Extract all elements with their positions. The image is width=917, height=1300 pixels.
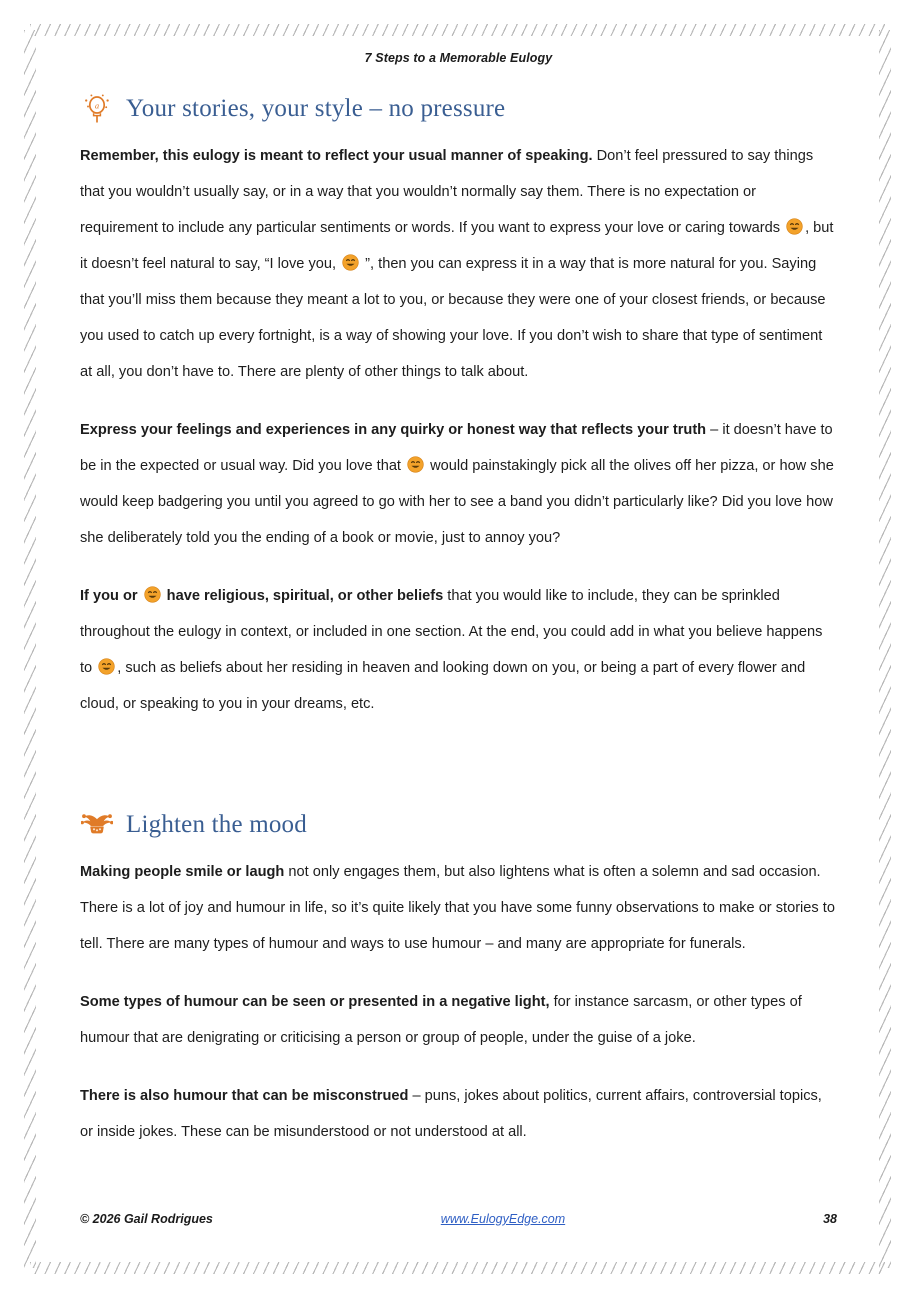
paragraph-text: for instance sarcasm, or other types of humour that are denigrating or criticising a person or group of people, under the guise of a joke. (80, 994, 802, 1046)
smiling-face-emoji (786, 213, 803, 230)
paragraph (80, 1078, 837, 1150)
footer-copyright: © 2026 Gail Rodrigues (80, 1212, 213, 1226)
paragraph (80, 412, 837, 556)
paragraph-text: not only engages them, but also lightens what is often a solemn and sad occasion. There is a lot of joy and humour in life, so it’s quite likely that you have some funny observations to make or stories to tell. There are many types of humour and ways to use humour – and many are appropriate for funerals. (80, 864, 835, 952)
paragraph-text: – puns, jokes about politics, current affairs, controversial topics, or inside jokes. These can be misunderstood or not understood at all. (80, 1088, 822, 1140)
paragraph-lead: have religious, spiritual, or other beliefs (162, 588, 444, 604)
paragraph-text: that you would like to include, they can be sprinkled throughout the eulogy in context, or included in one section. At the end, you could add in what you believe happens to (80, 588, 823, 676)
paragraph (80, 854, 837, 962)
paragraph-text: ”, then you can express it in a way that is more natural for you. Saying that you’ll miss them because they meant a lot to you, or because they were one of your closest friends, or because you used to catch up every fortnight, is a way of showing your love. If you don’t wish to share that type of sentiment at all, you don’t have to. There are plenty of other things to talk about. (80, 256, 826, 380)
section-heading-row (80, 92, 837, 126)
paragraph-lead: Express your feelings and experiences in any quirky or honest way that reflects your truth (80, 422, 707, 438)
paragraph-text: – it doesn’t have to be in the expected or usual way. Did you love that (80, 422, 833, 474)
smiling-face-emoji (144, 581, 161, 598)
paragraph-text: , but it doesn’t feel natural to say, “I love you, (80, 220, 834, 272)
paragraph-lead: Some types of humour can be seen or presented in a negative light, (80, 994, 550, 1010)
page-content (80, 0, 837, 1300)
paragraph (80, 984, 837, 1056)
paragraph-text: , such as beliefs about her residing in heaven and looking down on you, or being a part of every flower and cloud, or speaking to you in your dreams, etc. (80, 660, 806, 712)
section-lighten-the-mood (80, 808, 837, 1150)
paragraph-lead: Remember, this eulogy is meant to reflect your usual manner of speaking. (80, 148, 593, 164)
footer-website-link[interactable]: www.EulogyEdge.com (440, 1212, 566, 1226)
footer-page-number: 38 (823, 1212, 837, 1226)
smiling-face-emoji (407, 451, 424, 468)
smiling-face-emoji (342, 249, 359, 266)
svg-text:a: a (94, 100, 100, 111)
paragraph-text: would painstakingly pick all the olives off her pizza, or how she would keep badgering you until you agreed to go with her to see a band you didn’t particularly like? Did you love how she deliberately told you the ending of a book or movie, just to annoy you? (80, 458, 834, 546)
footer-website-wrap (183, 1212, 823, 1226)
section-your-stories-your-style (80, 92, 837, 722)
paragraph (80, 578, 837, 722)
lightbulb-idea-icon (80, 92, 114, 126)
section-heading-row (80, 808, 837, 842)
jester-hat-icon (80, 808, 114, 842)
paragraph-text: Don’t feel pressured to say things that you wouldn’t usually say, or in a way that you wouldn’t normally say them. There is no expectation or requirement to include any particular sentiments or words. If you want to express your love or caring towards (80, 148, 814, 236)
running-head: 7 Steps to a Memorable Eulogy (364, 51, 553, 65)
paragraph-lead: If you or (80, 588, 142, 604)
page-border-right (879, 30, 891, 1268)
smiling-face-emoji (98, 653, 115, 670)
page-border-left (24, 30, 36, 1268)
paragraph-lead: Making people smile or laugh (80, 864, 285, 880)
section-heading-title: Your stories, your style – no pressure (126, 95, 506, 122)
paragraph-lead: There is also humour that can be misconstrued (80, 1088, 409, 1104)
page-footer (80, 1212, 837, 1226)
section-heading-title: Lighten the mood (126, 811, 307, 838)
paragraph (80, 138, 837, 390)
